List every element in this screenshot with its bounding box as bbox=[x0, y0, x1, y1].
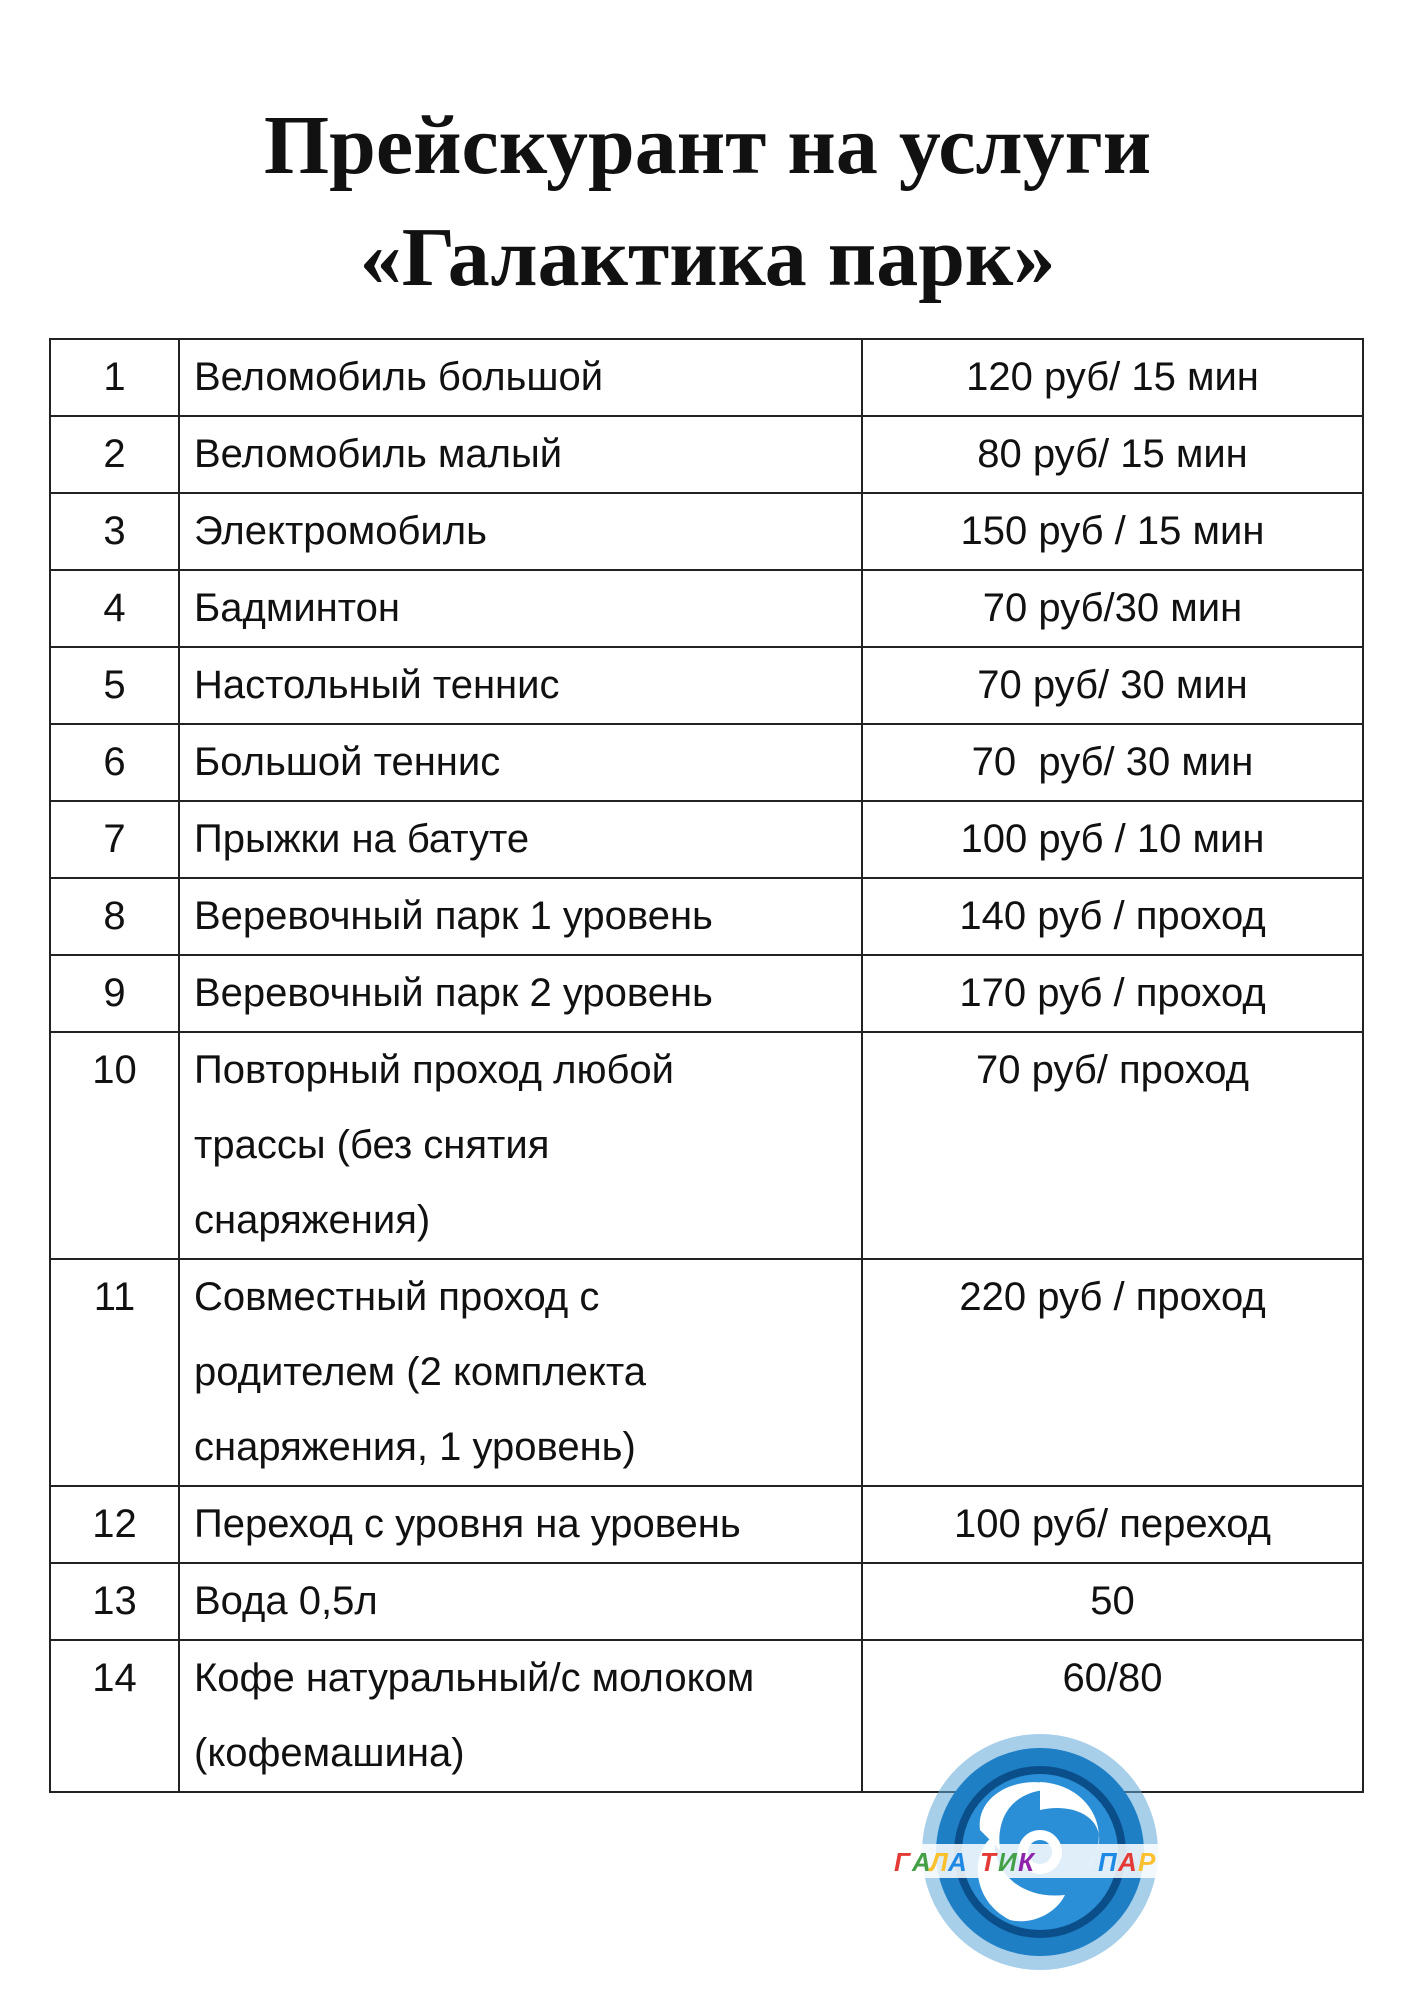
service-name-line: трассы (без снятия bbox=[194, 1123, 550, 1167]
row-number: 3 bbox=[50, 493, 179, 570]
title-line-1: Прейскурант на услуги bbox=[263, 99, 1152, 192]
service-price: 150 руб / 15 мин bbox=[862, 493, 1363, 570]
svg-text:И: И bbox=[998, 1847, 1017, 1877]
service-name: Большой теннис bbox=[179, 724, 862, 801]
service-name: Веревочный парк 1 уровень bbox=[179, 878, 862, 955]
service-price: 100 руб/ переход bbox=[862, 1486, 1363, 1563]
table-row bbox=[50, 416, 1363, 493]
row-number: 12 bbox=[50, 1486, 179, 1563]
service-name: Настольный теннис bbox=[179, 647, 862, 724]
page-title bbox=[0, 90, 1415, 314]
service-name-line: родителем (2 комплекта bbox=[194, 1350, 646, 1394]
svg-text:Л: Л bbox=[930, 1847, 948, 1877]
table-row bbox=[50, 724, 1363, 801]
service-name-line: Совместный проход с bbox=[194, 1275, 600, 1319]
table-row bbox=[50, 1563, 1363, 1640]
row-number: 2 bbox=[50, 416, 179, 493]
service-name: Веломобиль большой bbox=[179, 339, 862, 416]
table-row bbox=[50, 878, 1363, 955]
row-number: 6 bbox=[50, 724, 179, 801]
service-name: Бадминтон bbox=[179, 570, 862, 647]
svg-text:Т: Т bbox=[980, 1847, 996, 1877]
service-name: Веревочный парк 2 уровень bbox=[179, 955, 862, 1032]
table-row bbox=[50, 493, 1363, 570]
svg-text:Г: Г bbox=[894, 1847, 910, 1877]
service-name-line: снаряжения, 1 уровень) bbox=[194, 1425, 636, 1469]
svg-text:К: К bbox=[1018, 1847, 1034, 1877]
table-row bbox=[50, 570, 1363, 647]
row-number: 5 bbox=[50, 647, 179, 724]
service-price: 80 руб/ 15 мин bbox=[862, 416, 1363, 493]
table-row bbox=[50, 801, 1363, 878]
logo-letters bbox=[890, 1844, 1200, 1878]
row-number: 11 bbox=[50, 1259, 179, 1486]
row-number: 14 bbox=[50, 1640, 179, 1792]
service-name: Вода 0,5л bbox=[179, 1563, 862, 1640]
service-name: Веломобиль малый bbox=[179, 416, 862, 493]
service-price: 70 руб/ 30 мин bbox=[862, 647, 1363, 724]
service-price: 70 руб/ проход bbox=[862, 1032, 1363, 1259]
service-name: Прыжки на батуте bbox=[179, 801, 862, 878]
galaktika-park-logo bbox=[890, 1730, 1200, 1980]
svg-text:А: А bbox=[1118, 1847, 1137, 1877]
table-row bbox=[50, 647, 1363, 724]
service-name bbox=[179, 1640, 862, 1792]
service-price: 70 руб/30 мин bbox=[862, 570, 1363, 647]
service-name bbox=[179, 1259, 862, 1486]
svg-text:А: А bbox=[912, 1847, 931, 1877]
service-price: 140 руб / проход bbox=[862, 878, 1363, 955]
service-name bbox=[179, 1032, 862, 1259]
service-price: 60/80 bbox=[862, 1640, 1363, 1792]
svg-text:П: П bbox=[1098, 1847, 1117, 1877]
service-price: 170 руб / проход bbox=[862, 955, 1363, 1032]
row-number: 1 bbox=[50, 339, 179, 416]
service-price: 120 руб/ 15 мин bbox=[862, 339, 1363, 416]
service-name: Переход с уровня на уровень bbox=[179, 1486, 862, 1563]
table-row bbox=[50, 1259, 1363, 1486]
table-row bbox=[50, 1032, 1363, 1259]
service-name-line: (кофемашина) bbox=[194, 1731, 465, 1775]
service-name: Электромобиль bbox=[179, 493, 862, 570]
price-table bbox=[49, 338, 1364, 1793]
row-number: 10 bbox=[50, 1032, 179, 1259]
title-line-2: «Галактика парк» bbox=[359, 211, 1056, 304]
table-row bbox=[50, 955, 1363, 1032]
service-price: 220 руб / проход bbox=[862, 1259, 1363, 1486]
table-row bbox=[50, 339, 1363, 416]
row-number: 7 bbox=[50, 801, 179, 878]
service-name-line: Кофе натуральный/с молоком bbox=[194, 1656, 755, 1700]
service-name-line: снаряжения) bbox=[194, 1198, 431, 1242]
row-number: 9 bbox=[50, 955, 179, 1032]
service-price: 50 bbox=[862, 1563, 1363, 1640]
service-name-line: Повторный проход любой bbox=[194, 1048, 674, 1092]
row-number: 4 bbox=[50, 570, 179, 647]
service-price: 100 руб / 10 мин bbox=[862, 801, 1363, 878]
table-row bbox=[50, 1486, 1363, 1563]
row-number: 13 bbox=[50, 1563, 179, 1640]
svg-text:А: А bbox=[948, 1847, 967, 1877]
service-price: 70 руб/ 30 мин bbox=[862, 724, 1363, 801]
row-number: 8 bbox=[50, 878, 179, 955]
svg-text:Р: Р bbox=[1138, 1847, 1156, 1877]
